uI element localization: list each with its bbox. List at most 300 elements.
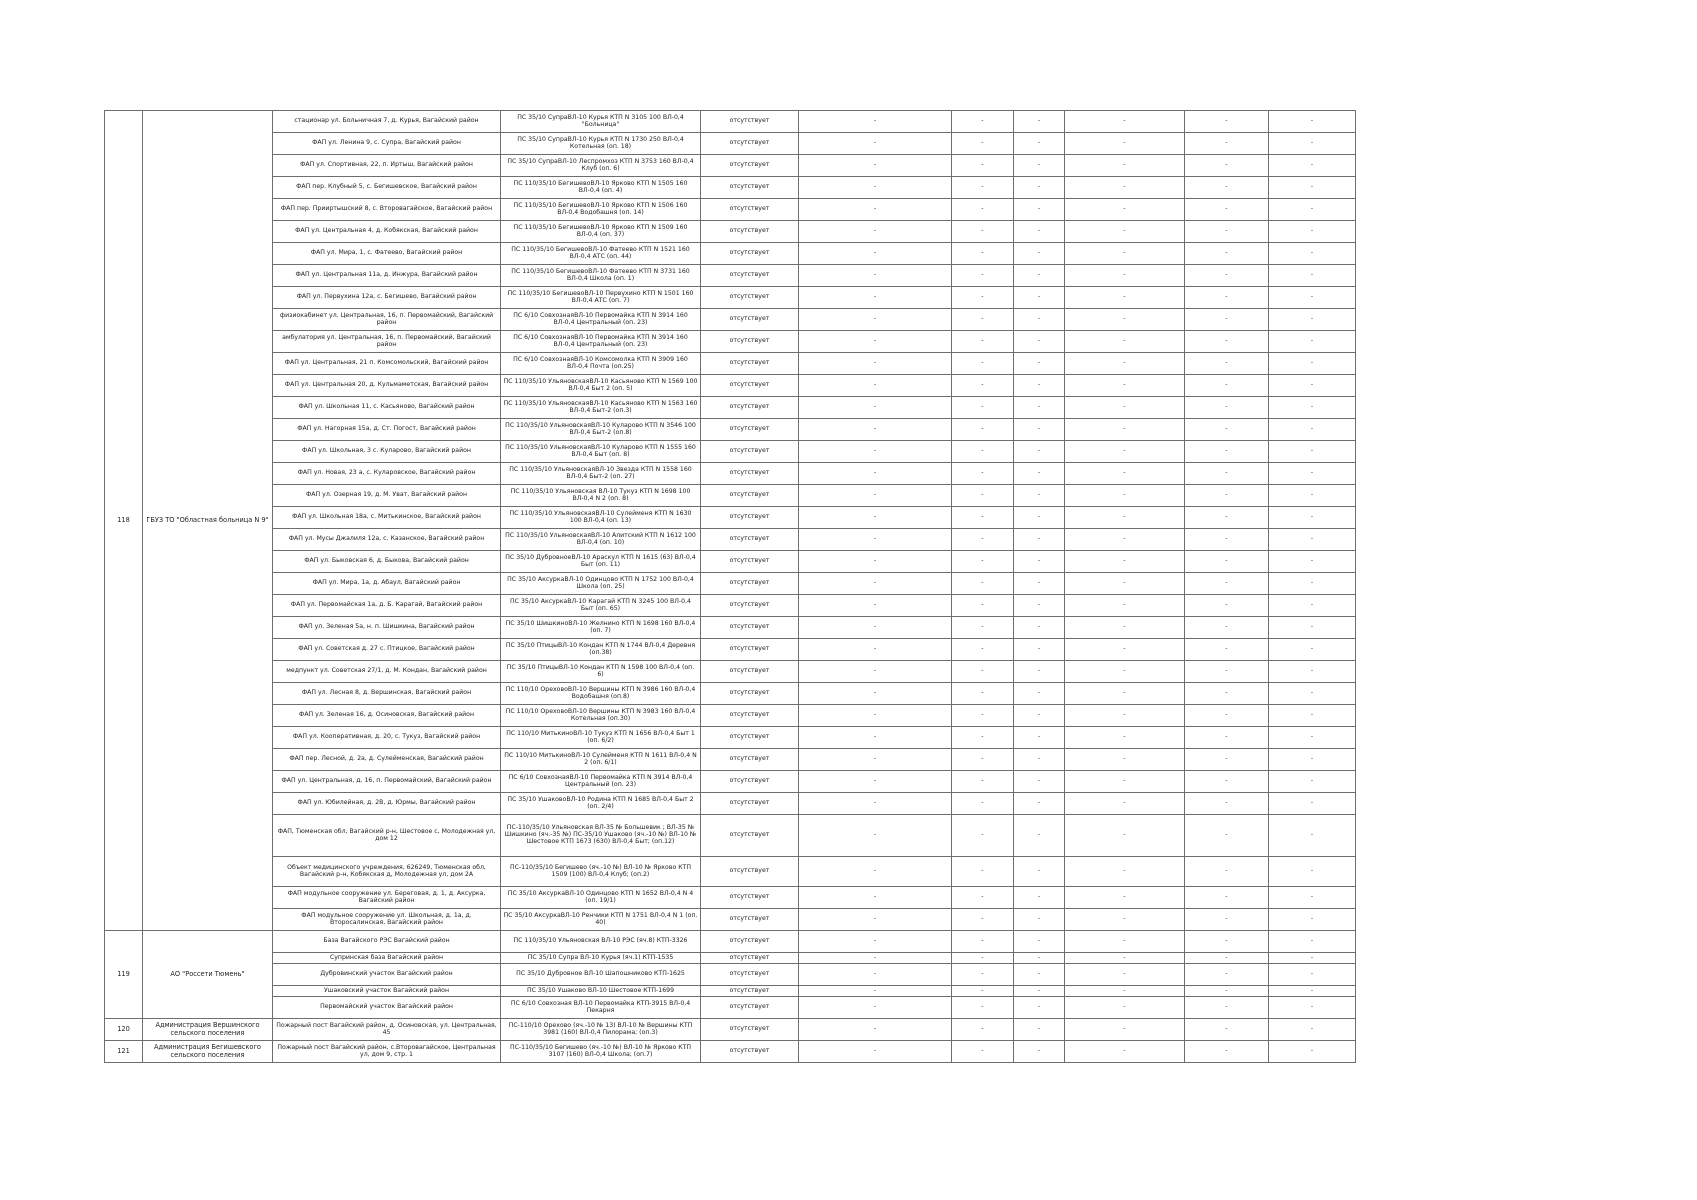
empty-value-cell: - bbox=[799, 595, 952, 617]
empty-value-cell: - bbox=[1065, 243, 1185, 265]
empty-value-cell: - bbox=[1269, 397, 1356, 419]
power-source-cell: ПС 110/35/10 БегишевоВЛ-10 Первухино КТП N 1501 160 ВЛ-0,4 АТС (оп. 7) bbox=[501, 287, 701, 309]
empty-value-cell: - bbox=[1185, 309, 1269, 331]
empty-value-cell: - bbox=[1269, 617, 1356, 639]
table-row bbox=[105, 309, 1356, 331]
table-row bbox=[105, 857, 1356, 887]
table-row bbox=[105, 133, 1356, 155]
facility-address-cell: ФАП пер. Лесной, д. 2а, д. Сулейменская, Вагайский район bbox=[273, 749, 501, 771]
empty-value-cell: - bbox=[1185, 331, 1269, 353]
empty-value-cell: - bbox=[799, 617, 952, 639]
empty-value-cell: - bbox=[952, 727, 1014, 749]
organization-cell: АО "Россети Тюмень" bbox=[143, 931, 273, 1019]
table-row bbox=[105, 617, 1356, 639]
empty-value-cell: - bbox=[1269, 331, 1356, 353]
empty-value-cell: - bbox=[952, 1041, 1014, 1063]
empty-value-cell: - bbox=[1269, 815, 1356, 857]
empty-value-cell: - bbox=[1014, 964, 1065, 986]
table-row bbox=[105, 986, 1356, 997]
empty-value-cell: - bbox=[799, 1041, 952, 1063]
empty-value-cell: - bbox=[799, 507, 952, 529]
power-source-cell: ПС 35/10 ПтицыВЛ-10 Кондан КТП N 1598 100 ВЛ-0,4 (оп. 6) bbox=[501, 661, 701, 683]
empty-value-cell: - bbox=[1185, 485, 1269, 507]
empty-value-cell: - bbox=[1065, 507, 1185, 529]
empty-value-cell: - bbox=[952, 749, 1014, 771]
backup-source-status-cell: отсутствует bbox=[701, 1041, 799, 1063]
power-supply-table bbox=[104, 110, 1356, 1063]
facility-address-cell: ФАП ул. Спортивная, 22, п. Иртыш, Вагайский район bbox=[273, 155, 501, 177]
power-source-cell: ПС 6/10 Совхозная ВЛ-10 Первомайка КТП-3915 ВЛ-0,4 Пекарня bbox=[501, 997, 701, 1019]
empty-value-cell: - bbox=[799, 243, 952, 265]
empty-value-cell: - bbox=[952, 463, 1014, 485]
table-row bbox=[105, 485, 1356, 507]
backup-source-status-cell: отсутствует bbox=[701, 617, 799, 639]
empty-value-cell: - bbox=[1185, 857, 1269, 887]
empty-value-cell: - bbox=[952, 986, 1014, 997]
power-source-cell: ПС-110/10 Орехово (яч.-10 № 13) ВЛ-10 № Вершины КТП 3981 (160) ВЛ-0,4 Пилорама; (оп.3) bbox=[501, 1019, 701, 1041]
empty-value-cell: - bbox=[1185, 931, 1269, 953]
empty-value-cell: - bbox=[1269, 595, 1356, 617]
empty-value-cell: - bbox=[1065, 221, 1185, 243]
empty-value-cell: - bbox=[1185, 727, 1269, 749]
empty-value-cell: - bbox=[1269, 507, 1356, 529]
facility-address-cell: Дубровинский участок Вагайский район bbox=[273, 964, 501, 986]
table-row bbox=[105, 463, 1356, 485]
empty-value-cell: - bbox=[1065, 661, 1185, 683]
empty-value-cell: - bbox=[1185, 705, 1269, 727]
power-source-cell: ПС 110/35/10 УльяновскаяВЛ-10 Куларово КТП N 3546 100 ВЛ-0,4 Быт-2 (оп.8) bbox=[501, 419, 701, 441]
empty-value-cell: - bbox=[1269, 573, 1356, 595]
table-row bbox=[105, 375, 1356, 397]
empty-value-cell: - bbox=[1014, 793, 1065, 815]
empty-value-cell: - bbox=[1014, 221, 1065, 243]
power-source-cell: ПС 35/10 СупраВЛ-10 Курья КТП N 1730 250 ВЛ-0,4 Котельная (оп. 18) bbox=[501, 133, 701, 155]
empty-value-cell: - bbox=[1185, 749, 1269, 771]
empty-value-cell: - bbox=[1014, 661, 1065, 683]
empty-value-cell: - bbox=[1185, 551, 1269, 573]
empty-value-cell: - bbox=[1014, 155, 1065, 177]
empty-value-cell: - bbox=[799, 221, 952, 243]
power-source-cell: ПС 6/10 СовхознаяВЛ-10 Первомайка КТП N 3914 160 ВЛ-0,4 Центральный (оп. 23) bbox=[501, 309, 701, 331]
backup-source-status-cell: отсутствует bbox=[701, 749, 799, 771]
empty-value-cell: - bbox=[1065, 573, 1185, 595]
empty-value-cell: - bbox=[1065, 986, 1185, 997]
empty-value-cell: - bbox=[1185, 133, 1269, 155]
empty-value-cell: - bbox=[1269, 683, 1356, 705]
table-row bbox=[105, 441, 1356, 463]
empty-value-cell: - bbox=[1269, 309, 1356, 331]
empty-value-cell: - bbox=[1065, 793, 1185, 815]
empty-value-cell: - bbox=[799, 986, 952, 997]
empty-value-cell: - bbox=[1185, 265, 1269, 287]
power-source-cell: ПС 35/10 ПтицыВЛ-10 Кондан КТП N 1744 ВЛ-0,4 Деревня (оп.38) bbox=[501, 639, 701, 661]
facility-address-cell: ФАП ул. Ленина 9, с. Супра, Вагайский район bbox=[273, 133, 501, 155]
empty-value-cell: - bbox=[1065, 997, 1185, 1019]
backup-source-status-cell: отсутствует bbox=[701, 683, 799, 705]
empty-value-cell: - bbox=[1269, 199, 1356, 221]
facility-address-cell: ФАП ул. Первомайская 1а, д. Б. Карагай, Вагайский район bbox=[273, 595, 501, 617]
backup-source-status-cell: отсутствует bbox=[701, 771, 799, 793]
table-row bbox=[105, 661, 1356, 683]
power-source-cell: ПС 35/10 ШишкиноВЛ-10 Желнино КТП N 1698 160 ВЛ-0,4 (оп. 7) bbox=[501, 617, 701, 639]
power-source-cell: ПС 110/35/10 БегишевоВЛ-10 Ярково КТП N 1506 160 ВЛ-0,4 Водобашня (оп. 14) bbox=[501, 199, 701, 221]
empty-value-cell: - bbox=[1014, 997, 1065, 1019]
empty-value-cell: - bbox=[799, 111, 952, 133]
table-body bbox=[105, 111, 1356, 1063]
empty-value-cell: - bbox=[1269, 997, 1356, 1019]
empty-value-cell: - bbox=[1065, 441, 1185, 463]
facility-address-cell: ФАП ул. Школьная 11, с. Касьяново, Вагайский район bbox=[273, 397, 501, 419]
facility-address-cell: ФАП ул. Центральная 11а, д. Инжура, Вагайский район bbox=[273, 265, 501, 287]
facility-address-cell: Объект медицинского учреждения, 626249, Тюменская обл, Вагайский р-н, Кобякская д, Молодежная ул, дом 2А bbox=[273, 857, 501, 887]
empty-value-cell: - bbox=[1185, 441, 1269, 463]
empty-value-cell: - bbox=[1014, 953, 1065, 964]
empty-value-cell: - bbox=[952, 551, 1014, 573]
empty-value-cell: - bbox=[1065, 727, 1185, 749]
facility-address-cell: ФАП ул. Юбилейная, д. 2В, д. Юрмы, Вагайский район bbox=[273, 793, 501, 815]
table-row bbox=[105, 727, 1356, 749]
facility-address-cell: медпункт ул. Советская 27/1, д. М. Кондан, Вагайский район bbox=[273, 661, 501, 683]
facility-address-cell: ФАП ул. Центральная, д. 16, п. Первомайский, Вагайский район bbox=[273, 771, 501, 793]
empty-value-cell: - bbox=[1269, 485, 1356, 507]
table-row bbox=[105, 931, 1356, 953]
empty-value-cell: - bbox=[1014, 353, 1065, 375]
empty-value-cell: - bbox=[1185, 953, 1269, 964]
empty-value-cell: - bbox=[799, 793, 952, 815]
empty-value-cell: - bbox=[952, 133, 1014, 155]
backup-source-status-cell: отсутствует bbox=[701, 133, 799, 155]
power-source-cell: ПС 110/35/10 БегишевоВЛ-10 Ярково КТП N 1509 160 ВЛ-0,4 (оп. 37) bbox=[501, 221, 701, 243]
backup-source-status-cell: отсутствует bbox=[701, 997, 799, 1019]
facility-address-cell: Первомайский участок Вагайский район bbox=[273, 997, 501, 1019]
power-source-cell: ПС 110/35/10 БегишевоВЛ-10 Ярково КТП N 1505 160 ВЛ-0,4 (оп. 4) bbox=[501, 177, 701, 199]
empty-value-cell: - bbox=[1014, 177, 1065, 199]
empty-value-cell: - bbox=[1014, 265, 1065, 287]
empty-value-cell: - bbox=[1269, 771, 1356, 793]
power-source-cell: ПС 110/35/10 УльяновскаяВЛ-10 Звезда КТП N 1558 160 ВЛ-0,4 Быт-2 (оп. 27) bbox=[501, 463, 701, 485]
empty-value-cell: - bbox=[799, 997, 952, 1019]
power-source-cell: ПС-110/35/10 Ульяновская ВЛ-35 № Большевик ; ВЛ-35 № Шишкино (яч.-35 №) ПС-35/10 Ушаково (яч.-10 №) ВЛ-10 № Шестовое КТП 1673 (630) ВЛ-0,4 Быт; (оп.12) bbox=[501, 815, 701, 857]
empty-value-cell: - bbox=[1014, 463, 1065, 485]
empty-value-cell: - bbox=[799, 331, 952, 353]
empty-value-cell: - bbox=[1269, 1019, 1356, 1041]
table-row bbox=[105, 243, 1356, 265]
empty-value-cell: - bbox=[1065, 705, 1185, 727]
backup-source-status-cell: отсутствует bbox=[701, 397, 799, 419]
empty-value-cell: - bbox=[1014, 815, 1065, 857]
empty-value-cell: - bbox=[1269, 463, 1356, 485]
empty-value-cell: - bbox=[1014, 727, 1065, 749]
backup-source-status-cell: отсутствует bbox=[701, 177, 799, 199]
empty-value-cell: - bbox=[1065, 771, 1185, 793]
empty-value-cell: - bbox=[1065, 111, 1185, 133]
power-source-cell: ПС 35/10 АксуркаВЛ-10 Одинцово КТП N 1752 100 ВЛ-0,4 Школа (оп. 25) bbox=[501, 573, 701, 595]
power-source-cell: ПС 110/35/10 УльяновскаяВЛ-10 Сулейменя КТП N 1630 100 ВЛ-0,4 (оп. 13) bbox=[501, 507, 701, 529]
table-row bbox=[105, 793, 1356, 815]
empty-value-cell: - bbox=[1065, 749, 1185, 771]
empty-value-cell: - bbox=[1269, 441, 1356, 463]
table-row bbox=[105, 177, 1356, 199]
backup-source-status-cell: отсутствует bbox=[701, 199, 799, 221]
empty-value-cell: - bbox=[1269, 909, 1356, 931]
empty-value-cell: - bbox=[1014, 705, 1065, 727]
empty-value-cell: - bbox=[952, 595, 1014, 617]
empty-value-cell: - bbox=[1014, 639, 1065, 661]
empty-value-cell: - bbox=[952, 485, 1014, 507]
empty-value-cell: - bbox=[1185, 617, 1269, 639]
empty-value-cell: - bbox=[952, 793, 1014, 815]
table-row bbox=[105, 909, 1356, 931]
table-row bbox=[105, 887, 1356, 909]
empty-value-cell: - bbox=[799, 155, 952, 177]
power-source-cell: ПС 35/10 СупраВЛ-10 Леспромхоз КТП N 3753 160 ВЛ-0,4 Клуб (оп. 6) bbox=[501, 155, 701, 177]
backup-source-status-cell: отсутствует bbox=[701, 419, 799, 441]
facility-address-cell: физиокабинет ул. Центральная, 16, п. Первомайский, Вагайский район bbox=[273, 309, 501, 331]
backup-source-status-cell: отсутствует bbox=[701, 331, 799, 353]
empty-value-cell: - bbox=[1185, 111, 1269, 133]
backup-source-status-cell: отсутствует bbox=[701, 815, 799, 857]
empty-value-cell: - bbox=[799, 953, 952, 964]
empty-value-cell: - bbox=[1065, 964, 1185, 986]
empty-value-cell: - bbox=[1065, 595, 1185, 617]
facility-address-cell: ФАП ул. Быковская 6, д. Быкова, Вагайский район bbox=[273, 551, 501, 573]
empty-value-cell: - bbox=[952, 199, 1014, 221]
organization-cell: ГБУЗ ТО "Областная больница N 9" bbox=[143, 111, 273, 931]
table-row bbox=[105, 529, 1356, 551]
empty-value-cell: - bbox=[1185, 243, 1269, 265]
empty-value-cell: - bbox=[1065, 353, 1185, 375]
backup-source-status-cell: отсутствует bbox=[701, 705, 799, 727]
facility-address-cell: ФАП ул. Мира, 1, с. Фатеево, Вагайский район bbox=[273, 243, 501, 265]
empty-value-cell: - bbox=[1185, 529, 1269, 551]
empty-value-cell: - bbox=[1014, 331, 1065, 353]
empty-value-cell: - bbox=[799, 419, 952, 441]
empty-value-cell: - bbox=[1269, 419, 1356, 441]
empty-value-cell: - bbox=[952, 353, 1014, 375]
empty-value-cell: - bbox=[1185, 771, 1269, 793]
power-source-cell: ПС 35/10 Дубровное ВЛ-10 Шапошниково КТП-1625 bbox=[501, 964, 701, 986]
empty-value-cell: - bbox=[799, 705, 952, 727]
empty-value-cell: - bbox=[1065, 1041, 1185, 1063]
backup-source-status-cell: отсутствует bbox=[701, 243, 799, 265]
empty-value-cell: - bbox=[1269, 705, 1356, 727]
empty-value-cell: - bbox=[1065, 463, 1185, 485]
table-row bbox=[105, 221, 1356, 243]
empty-value-cell: - bbox=[952, 964, 1014, 986]
empty-value-cell: - bbox=[799, 639, 952, 661]
empty-value-cell: - bbox=[1269, 1041, 1356, 1063]
empty-value-cell: - bbox=[1269, 887, 1356, 909]
empty-value-cell: - bbox=[1269, 221, 1356, 243]
empty-value-cell: - bbox=[799, 771, 952, 793]
backup-source-status-cell: отсутствует bbox=[701, 595, 799, 617]
empty-value-cell: - bbox=[952, 771, 1014, 793]
power-source-cell: ПС 110/35/10 Ульяновская ВЛ-10 Тукуз КТП N 1698 100 ВЛ-0,4 N 2 (оп. 8) bbox=[501, 485, 701, 507]
backup-source-status-cell: отсутствует bbox=[701, 221, 799, 243]
empty-value-cell: - bbox=[1014, 397, 1065, 419]
empty-value-cell: - bbox=[1185, 287, 1269, 309]
power-source-cell: ПС-110/35/10 Бегишево (яч.-10 №) ВЛ-10 № Ярково КТП 1509 (100) ВЛ-0,4 Клуб; (оп.2) bbox=[501, 857, 701, 887]
empty-value-cell: - bbox=[1269, 749, 1356, 771]
empty-value-cell: - bbox=[1014, 441, 1065, 463]
backup-source-status-cell: отсутствует bbox=[701, 727, 799, 749]
table-row bbox=[105, 155, 1356, 177]
empty-value-cell: - bbox=[1185, 661, 1269, 683]
empty-value-cell: - bbox=[799, 683, 952, 705]
facility-address-cell: ФАП ул. Центральная 4, д. Кобякская, Вагайский район bbox=[273, 221, 501, 243]
empty-value-cell: - bbox=[952, 287, 1014, 309]
empty-value-cell: - bbox=[952, 887, 1014, 909]
empty-value-cell: - bbox=[952, 573, 1014, 595]
row-number-cell: 119 bbox=[105, 931, 143, 1019]
power-source-cell: ПС-110/35/10 Бегишево (яч.-10 №) ВЛ-10 № Ярково КТП 3107 (160) ВЛ-0,4 Школа; (оп.7) bbox=[501, 1041, 701, 1063]
power-source-cell: ПС 110/35/10 УльяновскаяВЛ-10 Алитский КТП N 1612 100 ВЛ-0,4 (оп. 10) bbox=[501, 529, 701, 551]
facility-address-cell: База Вагайского РЭС Вагайский район bbox=[273, 931, 501, 953]
empty-value-cell: - bbox=[1014, 986, 1065, 997]
table-row bbox=[105, 815, 1356, 857]
empty-value-cell: - bbox=[799, 1019, 952, 1041]
empty-value-cell: - bbox=[1014, 1041, 1065, 1063]
empty-value-cell: - bbox=[952, 309, 1014, 331]
empty-value-cell: - bbox=[1065, 375, 1185, 397]
empty-value-cell: - bbox=[1185, 155, 1269, 177]
empty-value-cell: - bbox=[1014, 595, 1065, 617]
empty-value-cell: - bbox=[1065, 309, 1185, 331]
empty-value-cell: - bbox=[1185, 1019, 1269, 1041]
power-source-cell: ПС 6/10 СовхознаяВЛ-10 Первомайка КТП N 3914 160 ВЛ-0,4 Центральный (оп. 23) bbox=[501, 331, 701, 353]
empty-value-cell: - bbox=[1065, 683, 1185, 705]
empty-value-cell: - bbox=[1065, 155, 1185, 177]
empty-value-cell: - bbox=[1065, 485, 1185, 507]
empty-value-cell: - bbox=[952, 705, 1014, 727]
empty-value-cell: - bbox=[1185, 964, 1269, 986]
empty-value-cell: - bbox=[1065, 133, 1185, 155]
power-source-cell: ПС 110/10 ОреховоВЛ-10 Вершины КТП N 3983 160 ВЛ-0,4 Котельная (оп.30) bbox=[501, 705, 701, 727]
empty-value-cell: - bbox=[1269, 155, 1356, 177]
document-sheet bbox=[104, 110, 1356, 1063]
empty-value-cell: - bbox=[952, 177, 1014, 199]
empty-value-cell: - bbox=[1065, 857, 1185, 887]
power-source-cell: ПС 35/10 СупраВЛ-10 Курья КТП N 3105 100 ВЛ-0,4 "Больница" bbox=[501, 111, 701, 133]
empty-value-cell: - bbox=[799, 887, 952, 909]
backup-source-status-cell: отсутствует bbox=[701, 661, 799, 683]
facility-address-cell: Супринская база Вагайский район bbox=[273, 953, 501, 964]
empty-value-cell: - bbox=[952, 931, 1014, 953]
facility-address-cell: ФАП ул. Зеленая 16, д. Осиновская, Вагайский район bbox=[273, 705, 501, 727]
empty-value-cell: - bbox=[1185, 507, 1269, 529]
empty-value-cell: - bbox=[1185, 887, 1269, 909]
empty-value-cell: - bbox=[799, 397, 952, 419]
power-source-cell: ПС 110/35/10 БегишевоВЛ-10 Фатеево КТП N 1521 160 ВЛ-0,4 АТС (оп. 44) bbox=[501, 243, 701, 265]
empty-value-cell: - bbox=[1065, 287, 1185, 309]
empty-value-cell: - bbox=[1185, 419, 1269, 441]
facility-address-cell: ФАП ул. Лесная 8, д. Вершинская, Вагайский район bbox=[273, 683, 501, 705]
backup-source-status-cell: отсутствует bbox=[701, 507, 799, 529]
backup-source-status-cell: отсутствует bbox=[701, 909, 799, 931]
empty-value-cell: - bbox=[952, 265, 1014, 287]
power-source-cell: ПС 110/35/10 УльяновскаяВЛ-10 Куларово КТП N 1555 160 ВЛ-0,4 Быт (оп. 8) bbox=[501, 441, 701, 463]
empty-value-cell: - bbox=[1014, 573, 1065, 595]
empty-value-cell: - bbox=[799, 309, 952, 331]
facility-address-cell: ФАП, Тюменская обл, Вагайский р-н, Шестовое с, Молодежная ул, дом 12 bbox=[273, 815, 501, 857]
table-row bbox=[105, 419, 1356, 441]
power-source-cell: ПС 110/10 ОреховоВЛ-10 Вершины КТП N 3986 160 ВЛ-0,4 Водобашня (оп.8) bbox=[501, 683, 701, 705]
empty-value-cell: - bbox=[1185, 997, 1269, 1019]
power-source-cell: ПС 110/10 МитькиноВЛ-10 Сулейменя КТП N 1611 ВЛ-0,4 N 2 (оп. 6/1) bbox=[501, 749, 701, 771]
facility-address-cell: ФАП пер. Прииртышский 8, с. Второвагайское, Вагайский район bbox=[273, 199, 501, 221]
empty-value-cell: - bbox=[1065, 617, 1185, 639]
power-source-cell: ПС 35/10 АксуркаВЛ-10 Одинцово КТП N 1652 ВЛ-0,4 N 4 (оп. 19/1) bbox=[501, 887, 701, 909]
facility-address-cell: ФАП ул. Кооперативная, д. 20, с. Тукуз, Вагайский район bbox=[273, 727, 501, 749]
table-row bbox=[105, 507, 1356, 529]
empty-value-cell: - bbox=[1065, 397, 1185, 419]
empty-value-cell: - bbox=[952, 375, 1014, 397]
backup-source-status-cell: отсутствует bbox=[701, 639, 799, 661]
empty-value-cell: - bbox=[1269, 243, 1356, 265]
empty-value-cell: - bbox=[1185, 573, 1269, 595]
power-source-cell: ПС 6/10 СовхознаяВЛ-10 Первомайка КТП N 3914 ВЛ-0,4 Центральный (оп. 23) bbox=[501, 771, 701, 793]
empty-value-cell: - bbox=[1269, 111, 1356, 133]
empty-value-cell: - bbox=[799, 931, 952, 953]
empty-value-cell: - bbox=[799, 529, 952, 551]
empty-value-cell: - bbox=[952, 331, 1014, 353]
empty-value-cell: - bbox=[1065, 909, 1185, 931]
empty-value-cell: - bbox=[1269, 551, 1356, 573]
table-row bbox=[105, 1041, 1356, 1063]
backup-source-status-cell: отсутствует bbox=[701, 375, 799, 397]
backup-source-status-cell: отсутствует bbox=[701, 964, 799, 986]
empty-value-cell: - bbox=[1014, 199, 1065, 221]
power-source-cell: ПС 35/10 Супра ВЛ-10 Курья (яч.1) КТП-1535 bbox=[501, 953, 701, 964]
facility-address-cell: ФАП ул. Центральная 20, д. Кульмаметская, Вагайский район bbox=[273, 375, 501, 397]
power-source-cell: ПС 110/35/10 УльяновскаяВЛ-10 Касьяново КТП N 1569 100 ВЛ-0,4 Быт 2 (оп. 5) bbox=[501, 375, 701, 397]
empty-value-cell: - bbox=[1014, 617, 1065, 639]
facility-address-cell: ФАП ул. Советская д. 27 с. Птицкое, Вагайский район bbox=[273, 639, 501, 661]
empty-value-cell: - bbox=[1065, 551, 1185, 573]
backup-source-status-cell: отсутствует bbox=[701, 986, 799, 997]
facility-address-cell: Пожарный пост Вагайский район, д. Осиновская, ул. Центральная, 45 bbox=[273, 1019, 501, 1041]
empty-value-cell: - bbox=[1065, 331, 1185, 353]
empty-value-cell: - bbox=[1065, 529, 1185, 551]
empty-value-cell: - bbox=[1014, 419, 1065, 441]
backup-source-status-cell: отсутствует bbox=[701, 1019, 799, 1041]
backup-source-status-cell: отсутствует bbox=[701, 529, 799, 551]
backup-source-status-cell: отсутствует bbox=[701, 793, 799, 815]
empty-value-cell: - bbox=[1014, 529, 1065, 551]
empty-value-cell: - bbox=[1014, 931, 1065, 953]
empty-value-cell: - bbox=[799, 177, 952, 199]
empty-value-cell: - bbox=[1185, 221, 1269, 243]
table-row bbox=[105, 111, 1356, 133]
empty-value-cell: - bbox=[952, 221, 1014, 243]
empty-value-cell: - bbox=[799, 815, 952, 857]
empty-value-cell: - bbox=[952, 639, 1014, 661]
row-number-cell: 118 bbox=[105, 111, 143, 931]
table-row bbox=[105, 749, 1356, 771]
empty-value-cell: - bbox=[1014, 771, 1065, 793]
empty-value-cell: - bbox=[799, 661, 952, 683]
table-row bbox=[105, 953, 1356, 964]
table-row bbox=[105, 705, 1356, 727]
empty-value-cell: - bbox=[799, 551, 952, 573]
empty-value-cell: - bbox=[952, 243, 1014, 265]
empty-value-cell: - bbox=[952, 857, 1014, 887]
backup-source-status-cell: отсутствует bbox=[701, 953, 799, 964]
table-row bbox=[105, 331, 1356, 353]
empty-value-cell: - bbox=[1269, 931, 1356, 953]
empty-value-cell: - bbox=[1185, 815, 1269, 857]
power-source-cell: ПС 110/35/10 БегишевоВЛ-10 Фатеево КТП N 3731 160 ВЛ-0,4 Школа (оп. 1) bbox=[501, 265, 701, 287]
